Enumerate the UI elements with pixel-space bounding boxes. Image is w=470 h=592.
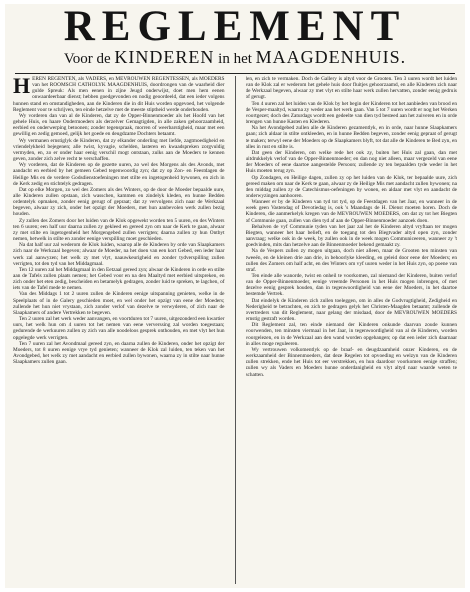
paragraph: Dat op elke Morgen, zo wel des Zomers als des Winters, op de door de Moeder bepaalde uure, alle Kinderen zullen opstaan, zich wasschen, kammen en zindelyk kleden, en hunne Bedden ordentelyk opmaken, zonder eenig gerugt of gepraat; dat zy vervolgens zich naar de Werkzaal begeven, alwaar zy zich, onder het opzigt der Moeders, met hun aanbevolen werk zullen bezig houden. xyxy=(13,186,225,218)
paragraph xyxy=(13,76,225,113)
subtitle-mid: in het xyxy=(218,51,252,67)
subtitle-end: MAAGDENHUIS. xyxy=(255,47,407,67)
paragraph: Van des Middags 1 tot 2 uuren zullen de Kinderen eenige uitspanning genieten, welke in de Speelplaats of in de Galery geschieden moet, en wel onder het opzigt van eene der Moeders; zullende het hun niet vrystaan, zich zonder verlof van dezelve te verwyderen, of zich naar de Slaapkamers of andere Vertrekken te begeven. xyxy=(13,291,225,316)
paragraph: Behalven de vyf Communie tyden van het jaar zal het de Kinderen altyd vryftaan ter mogen Biegten, wanneer het haar belieft, en de toegang tot den Biegtvader altyd open zyn, zonder aanvraag; welke ook in de week, by zullen ook in de week mogen Communiceeren, wanneer zy 't goedvinden, mits dan hetzelve aan de Binnenmoeder bekend gemaakt zy. xyxy=(245,223,457,249)
paragraph: Wy vermanen ernstiglyk de Kinderen, dat zy elkander onderling met liefde, zagtmoedigheid en vriendelykheid bejegenen; alle twist, kyvagie, schelden, lasteren en kwaadspreken zorgvuldig vermyden, en, zo er onder haar eenig verschil mogt ontstaan, zulks aan de Moeders te kennen geven, zonder zich zelve recht te verschaffen. xyxy=(13,137,225,163)
text-columns xyxy=(13,76,457,584)
subtitle-prefix: Voor de xyxy=(63,51,111,67)
paragraph: Dit Reglement zal, ten einde niemand der Kinderen onkunde daarvan zoude kunnen voorwenden, ten minsten viermaal in het Jaar, in tegenwoordigheid van al de Kinderen, worden voorgelezen, en in de Werkzaal aan den wand worden opgehangen; op dat een ieder zich daarnaar in alles moge reguleeren. xyxy=(245,322,457,347)
paragraph: Ten 2 uuren zal het werk weder aanvangen, en voortduren tot 7 uuren, uitgezonderd een kwartier uurs, het welk hun om 4 uuren tot het nemen van eene ververssing zal worden toegestaan; gedurende de werkuuren zullen zy zich van alle noodeloos gesprek onthouden, en met vlyt het hun opgelegde werk verrigten. xyxy=(13,316,225,341)
paragraph: Dat eindelyk de Kinderen zich zullen toeleggen, om in alles de Godvrugtigheid, Zedigheid en Nederigheid te betrachten, en zich te gedragen gelyk het Christen-Maagden betaamt; zullende de overtreders van dit Reglement, naar gelang der misdaad, door de MEVROUWEN MOEDERS ernstig gestraft worden. xyxy=(245,297,457,323)
title-rule xyxy=(15,73,455,74)
subtitle-caps: KINDEREN xyxy=(114,47,215,67)
paragraph: Na de Vespers zullen zy mogen uitgaan, doch niet alleen, maar de Grooten ten minsten van tweeën, en de kleinen drie aan drie, in behoorlyke kleeding, en geleid door eene der Moeders; en zullen des Zomers om half acht, en des Winters om vyf uuren weder in het Huis zyn, op poene van straf. xyxy=(245,248,457,273)
paragraph: Op Zondagen, en Heilige dagen, zullen zy op het luiden van de Klok, ter bepaalde uure, zich gereed maken om naar de Kerk te gaan, alwaar zy de Heilige Mis met aandacht zullen bywonen; na den middag zullen zy de Catechismus-oefeningen by wonen, en aldaar met vlyt en aandacht de onderwyzingen aanhooren. xyxy=(245,174,457,199)
paragraph: Ten 12 uuren zal het Middagmaal in den Eetzaal gereed zyn; alwaar de Kinderen in orde en stilte aan de Tafels zullen plaats nemen; het Gebed voor en na den Maaltyd met eerbied uitspreken, en zich onder het eten zedig, bescheiden en betamelyk gedragen, zonder luid te spreken, te lagchen, of iets van de Tafel mede te nemen. xyxy=(13,266,225,292)
paragraph: Ten 7 uuren zal het Avondmaal gereed zyn, en daarna zullen de Kinderen, onder het opzigt der Moeders, tot 8 uuren eenige vrye tyd genieten; wanneer de Klok zal luiden, ten teken van het Avondgebed, het welk zy met aandacht en eerbied zullen bywonen, waarna zy in stilte naar hunne Slaapkamers zullen gaan. xyxy=(13,340,225,366)
paragraph: Ten einde alle wanorde, twist en onheil te voorkomen, zal niemand der Kinderen, buiten verlof van de Opper-Binnenmoeder, eenige vreemde Personen in het Huis mogen inbrengen, of met dezelve eenig gesprek houden, dan in tegenwoordigheid van eene der Moeders, in het daartoe bestemde Vertrek. xyxy=(245,273,457,298)
paragraph: Na het Avondgebed zullen alle de Kinderen gezamentlyk, en in orde, naar hunne Slaapkamers gaan; zich aldaar in stilte ontkleeden, en in hunne Bedden begeven, zonder eenig gepraat of gerugt te maken; terwyl eene der Moeders op de Slaapkamers blyft, tot dat alle de Kinderen te Bed zyn, en alles in rust en stilte is. xyxy=(245,125,457,150)
drop-cap: H xyxy=(13,76,31,98)
paragraph-text: EREN REGENTEN, als VADERS, en MEVROUWEN REGENTESSEN, als MOEDERS van het ROOMSCH CATHOLYK MAAGDENHUIS, doordrongen van de waarheid dier gulde Spreuk: Als men eenen in zijne Jeugd onderwijst, doet men hem eenen onwaardeerbaar dienst; hebben goedgevonden en nodig geoordeeld, dat een ieder volgens hunnen stand en omstandigheden, aan de Kinderen die in dit Huis worden opgevoed, het volgende Reglement voor te schrijven, ten einde hetzelve met de meeste stiptheid werde onderhouden. xyxy=(13,76,225,113)
paragraph: Dat geen der Kinderen, om welke rede het ook zy, buiten het Huis zal gaan, dan met uitdrukkelyk verlof van de Opper-Binnenmoeder; en dan nog niet alleen, maar vergezeld van eene der Moeders of eene daartoe aangestelde Persoon; zullende zy ten bepaalden tyde weder in het Huis moeten terug zyn. xyxy=(245,149,457,175)
document-title: REGLEMENT xyxy=(63,4,407,50)
paragraph: Ten 4 uuren zal het luiden van de Klok by het begin der Kinderen tot het aanbieden van brood en de Vesper-maaltyd, waarna zy weder aan het werk gaan. Van 5 tot 7 uuren wordt er nog het Werken voortgezet; doch des Zaturdags wordt een gedeelte van dien tyd besteed aan het zuiveren en in orde brengen van hunne Kasten en Klederen. xyxy=(245,100,457,126)
paragraph: Wy vertrouwen volkomentlyk op de braaf- en deugdzaamheid onzer Kinderen, en de werkzaamheid der Binnenmoeders, dat deze Regelen tot opvoeding en welzyn van de Kinderen zullen strekken, ende het Huis tot eer verstrekken, en hun daardoor voorkomen eenige straffen; zullen wy als Vaders en Moeders hunne onderdanigheid en vlyt altyd naar waarde weten te schatten. xyxy=(245,346,457,378)
paragraph: Wy vorderen, dat de Kinderen op de gezette uuren, zo wel des Morgens als des Avonds, met aandacht en eerbied by het gemeen Gebed tegenwoordig zyn; dat zy op Zon- en Feestdagen de Heilige Mis en de verdere Godsdienstoefeningen met stilte en ingetogenheid bywonen, en zich in de Kerk zedig en stichtelyk gedragen. xyxy=(13,162,225,187)
paragraph: Wanneer er by de Kinderen van tyd tot tyd, op de Feestdagen van het Jaar, en wanneer in de week geen Vastendag of Devotiedag is, ook 's Maandags de H. Dienst moeten horen. Doch de Kinderen, die aanmerkelyk kregen van de MEVROUWEN MOEDERS, om dat zy tot het Biegten of Communie gaan, zullen van dien tyd af aan de Opper-Binnenmoeder aanzoek doen. xyxy=(245,199,457,224)
paragraph: Na dat half uur zal wederom de Klok luiden, waarop alle de Kinderen by orde van Slaapkamers zich naar de Werkzaal begeven; alwaar de Moeder, na het doen van een kort Gebed, een ieder haar werk zal aanwyzen; het welk zy met vlyt, naauwkeurigheid en zonder tydverspilling zullen verrigten, tot den tyd van het Middagmaal. xyxy=(13,242,225,267)
paragraph: len, en zich te vermaken. Doch de Gallery is altyd voor de Grooten. Ten 3 uuren wordt het luiden van de Klok zal er wederom het gehele huis door fluitjes gehoorzaamd, en alle Kinderen zich naar de Werkzaal begeven, alwaar zy met vlyt en stilte haar werk zullen hervatten, zonder eenig gedruis of gerugt. xyxy=(245,76,457,101)
left-column xyxy=(13,76,225,584)
right-column xyxy=(246,76,458,584)
document-subtitle xyxy=(5,48,465,68)
column-divider xyxy=(235,76,236,584)
paragraph: Wy vorderen dan van al de Kinderen, dat zy de Opper-Binnenmoeder als het Hoofd van het gehele Huis, en haare Ondermoeders als derzelver Gemagtigden, in alle zaken gehoorzaamheid, eerbied en onderwerping betoonen; zonder tegenspraak, morren of weerbarstigheid, maar met een gewillig en zedig gemoed, gelijk het goede en deugdzame Dochters betaamt. xyxy=(13,112,225,138)
regulation-sheet xyxy=(5,4,465,588)
paragraph: Zy zullen des Zomers door het luiden van de Klok opgewekt worden ten 5 uuren, en des Winters ten 6 uuren; een half uur daarna zullen zy gekleed en gereed zyn om naar de Kerk te gaan, alwaar zy met stilte en ingetogenheid het Morgengebed zullen verrigten; daarna zullen zy hun Ontbyt nemen, hetwelk in stilte en zonder eenige verspilling moet geschieden. xyxy=(13,217,225,243)
